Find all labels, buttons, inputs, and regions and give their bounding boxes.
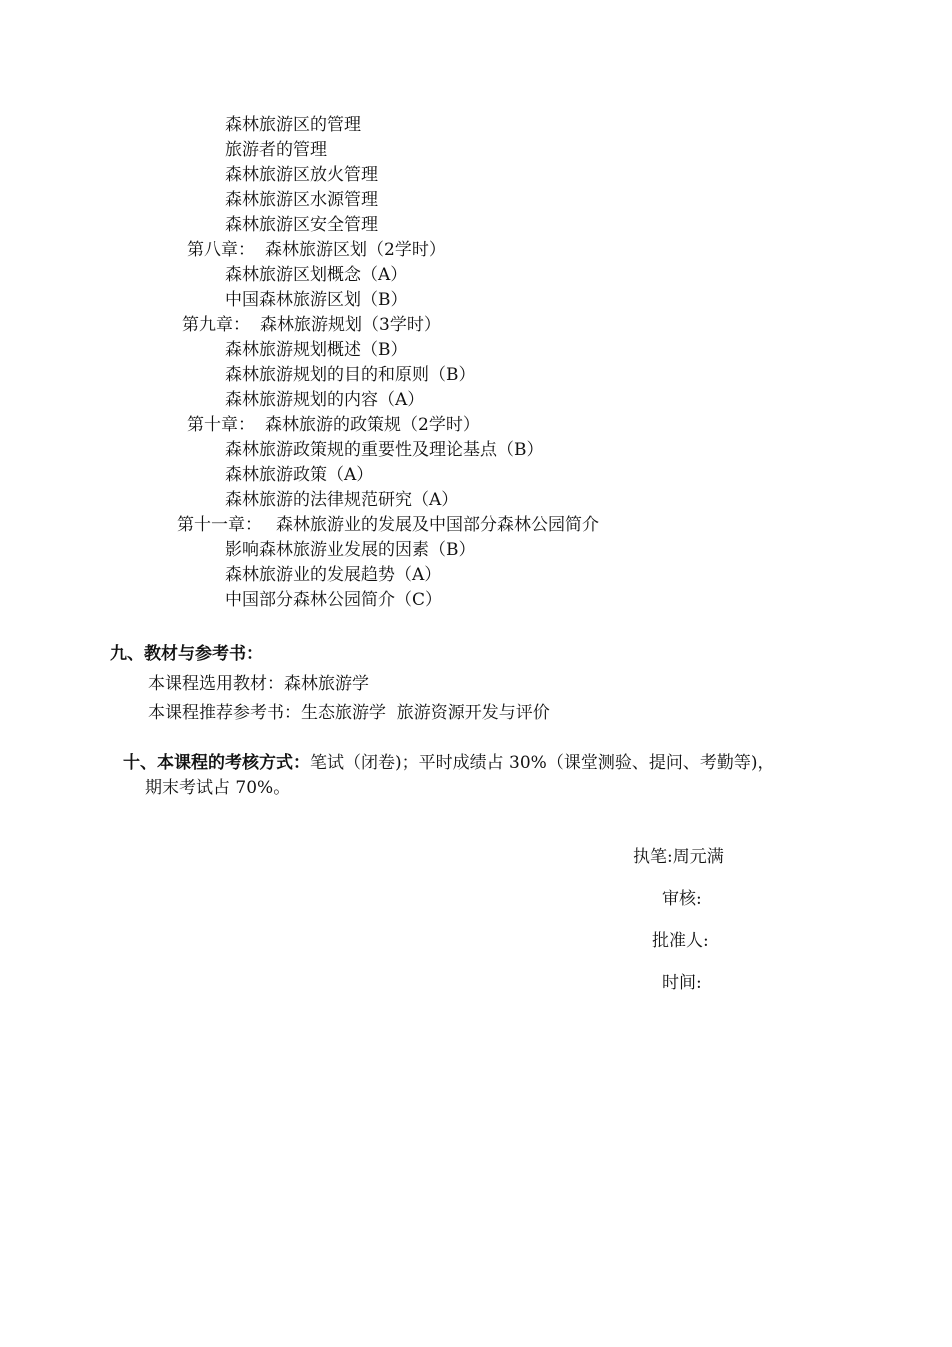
assessment-text: 笔试（闭卷)；平时成绩占 30%（课堂测验、提问、考勤等)， [310,753,775,773]
chapter-label: 第八章： [187,240,255,260]
outline-item: 森林旅游政策（A） [225,465,374,485]
outline-item: 森林旅游区放火管理 [225,165,378,185]
outline-item: 森林旅游规划概述（B） [225,340,408,360]
chapter-title: 森林旅游的政策规（2学时） [265,415,480,435]
section-heading: 十、本课程的考核方式： [123,753,310,773]
outline-item: 森林旅游区水源管理 [225,190,378,210]
date-label: 时间: [662,973,702,993]
chapter-title: 森林旅游规划（3学时） [260,315,441,335]
chapter-heading [182,314,441,336]
outline-item: 森林旅游业的发展趋势（A） [225,565,442,585]
review-label: 审核: [662,889,702,909]
chapter-label: 第九章： [182,315,250,335]
chapter-heading [187,414,480,436]
outline-item: 旅游者的管理 [225,140,327,160]
chapter-title: 森林旅游业的发展及中国部分森林公园简介 [276,515,599,535]
chapter-label: 第十章： [187,415,255,435]
chapter-heading [187,239,446,261]
references-line: 本课程推荐参考书：生态旅游学 旅游资源开发与评价 [148,703,550,723]
outline-item: 森林旅游区安全管理 [225,215,378,235]
author-label: 执笔:周元满 [633,847,724,867]
assessment-text-continued: 期末考试占 70%。 [145,778,291,798]
outline-item: 中国森林旅游区划（B） [225,290,408,310]
outline-item: 森林旅游区的管理 [225,115,361,135]
chapter-heading [177,514,599,536]
outline-item: 森林旅游区划概念（A） [225,265,408,285]
outline-item: 森林旅游政策规的重要性及理论基点（B） [225,440,544,460]
approver-label: 批准人: [652,931,709,951]
outline-item: 影响森林旅游业发展的因素（B） [225,540,476,560]
outline-item: 森林旅游规划的目的和原则（B） [225,365,476,385]
outline-item: 森林旅游规划的内容（A） [225,390,425,410]
chapter-title: 森林旅游区划（2学时） [265,240,446,260]
section-heading: 九、教材与参考书： [110,644,263,664]
chapter-label: 第十一章： [177,515,262,535]
assessment-paragraph [123,752,774,774]
outline-item: 中国部分森林公园简介（C） [225,590,443,610]
outline-item: 森林旅游的法律规范研究（A） [225,490,459,510]
textbook-line: 本课程选用教材：森林旅游学 [148,674,369,694]
